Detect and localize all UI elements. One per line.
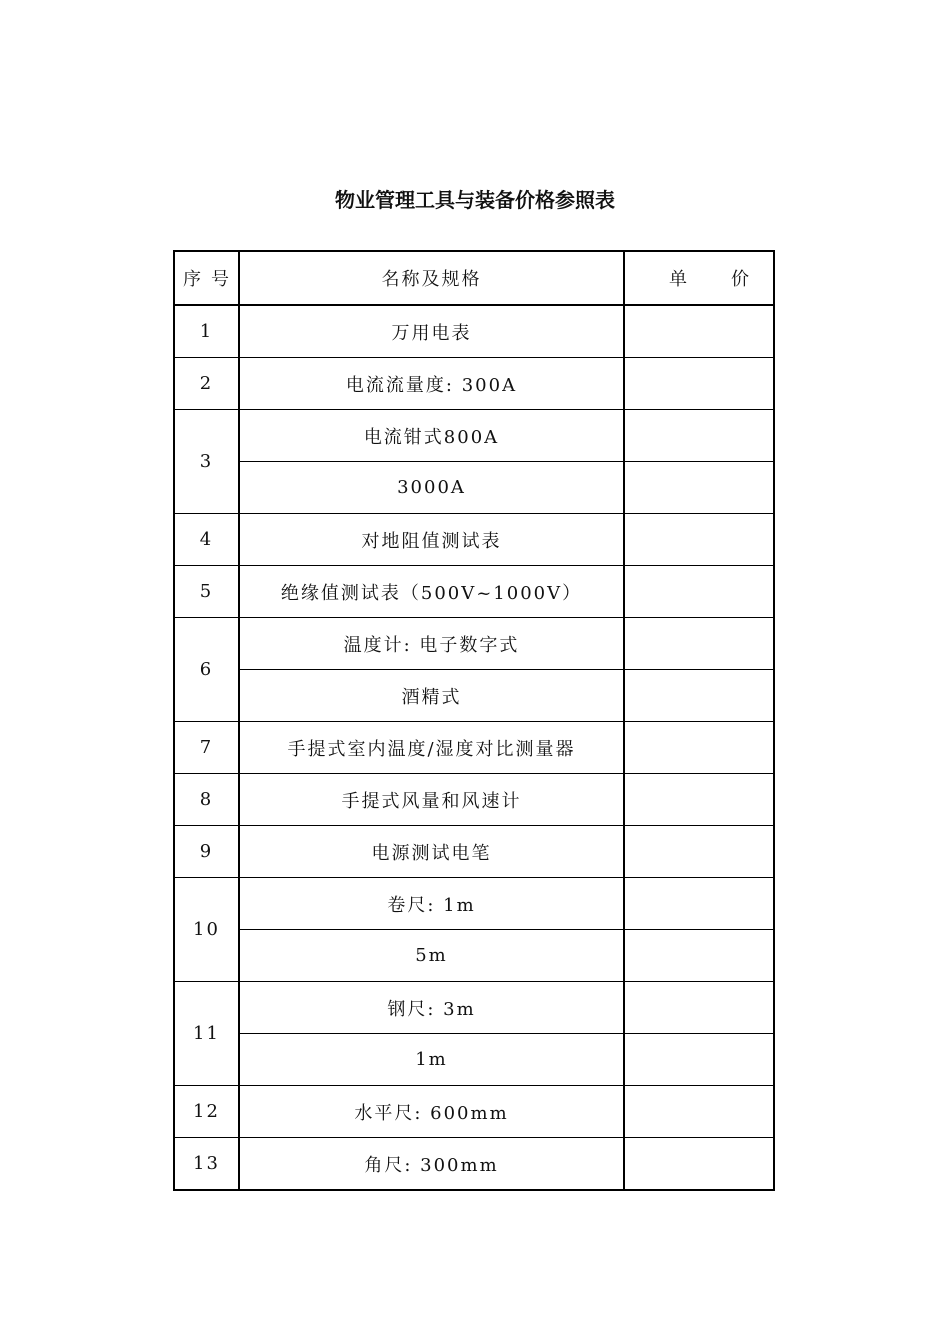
table-row xyxy=(174,774,774,826)
serial-number-cell: 7 xyxy=(174,722,239,774)
unit-price-cell[interactable] xyxy=(624,514,774,566)
unit-price-cell[interactable] xyxy=(624,1034,774,1086)
item-name-cell: 绝缘值测试表（500V~1000V） xyxy=(239,566,624,618)
table-row xyxy=(174,1138,774,1191)
unit-price-cell[interactable] xyxy=(624,982,774,1034)
serial-number-cell: 4 xyxy=(174,514,239,566)
serial-number-cell: 6 xyxy=(174,618,239,722)
item-name-cell: 对地阻值测试表 xyxy=(239,514,624,566)
item-name-cell: 电流钳式800A xyxy=(239,410,624,462)
table-header-row xyxy=(174,251,774,305)
table-row xyxy=(174,410,774,462)
table-body xyxy=(174,305,774,1190)
item-name-cell: 3000A xyxy=(239,462,624,514)
unit-price-cell[interactable] xyxy=(624,566,774,618)
header-name-spec: 名称及规格 xyxy=(239,251,624,305)
table-row xyxy=(174,1034,774,1086)
item-name-cell: 酒精式 xyxy=(239,670,624,722)
table-row xyxy=(174,930,774,982)
unit-price-cell[interactable] xyxy=(624,1086,774,1138)
table-row xyxy=(174,514,774,566)
serial-number-cell: 3 xyxy=(174,410,239,514)
table-row xyxy=(174,722,774,774)
item-name-cell: 电源测试电笔 xyxy=(239,826,624,878)
table-row xyxy=(174,826,774,878)
table-row xyxy=(174,1086,774,1138)
unit-price-cell[interactable] xyxy=(624,462,774,514)
unit-price-cell[interactable] xyxy=(624,930,774,982)
serial-number-cell: 2 xyxy=(174,358,239,410)
item-name-cell: 手提式风量和风速计 xyxy=(239,774,624,826)
table-row xyxy=(174,982,774,1034)
table-row xyxy=(174,462,774,514)
item-name-cell: 温度计: 电子数字式 xyxy=(239,618,624,670)
item-name-cell: 卷尺: 1m xyxy=(239,878,624,930)
serial-number-cell: 10 xyxy=(174,878,239,982)
table-row xyxy=(174,358,774,410)
item-name-cell: 手提式室内温度/湿度对比测量器 xyxy=(239,722,624,774)
unit-price-cell[interactable] xyxy=(624,722,774,774)
serial-number-cell: 11 xyxy=(174,982,239,1086)
header-serial-number: 序号 xyxy=(174,251,239,305)
unit-price-cell[interactable] xyxy=(624,878,774,930)
unit-price-cell[interactable] xyxy=(624,826,774,878)
table-row xyxy=(174,618,774,670)
serial-number-cell: 9 xyxy=(174,826,239,878)
unit-price-cell[interactable] xyxy=(624,774,774,826)
unit-price-cell[interactable] xyxy=(624,410,774,462)
table-row xyxy=(174,670,774,722)
item-name-cell: 电流流量度: 300A xyxy=(239,358,624,410)
unit-price-cell[interactable] xyxy=(624,358,774,410)
serial-number-cell: 13 xyxy=(174,1138,239,1191)
unit-price-cell[interactable] xyxy=(624,305,774,358)
table-row xyxy=(174,566,774,618)
item-name-cell: 角尺: 300mm xyxy=(239,1138,624,1191)
unit-price-cell[interactable] xyxy=(624,618,774,670)
item-name-cell: 水平尺: 600mm xyxy=(239,1086,624,1138)
serial-number-cell: 5 xyxy=(174,566,239,618)
page-title: 物业管理工具与装备价格参照表 xyxy=(335,188,615,212)
item-name-cell: 1m xyxy=(239,1034,624,1086)
table-row xyxy=(174,305,774,358)
item-name-cell: 5m xyxy=(239,930,624,982)
serial-number-cell: 1 xyxy=(174,305,239,358)
item-name-cell: 万用电表 xyxy=(239,305,624,358)
header-unit-price: 单价 xyxy=(624,251,774,305)
unit-price-cell[interactable] xyxy=(624,670,774,722)
item-name-cell: 钢尺: 3m xyxy=(239,982,624,1034)
serial-number-cell: 12 xyxy=(174,1086,239,1138)
unit-price-cell[interactable] xyxy=(624,1138,774,1191)
table-row xyxy=(174,878,774,930)
price-reference-table xyxy=(173,250,793,1191)
serial-number-cell: 8 xyxy=(174,774,239,826)
